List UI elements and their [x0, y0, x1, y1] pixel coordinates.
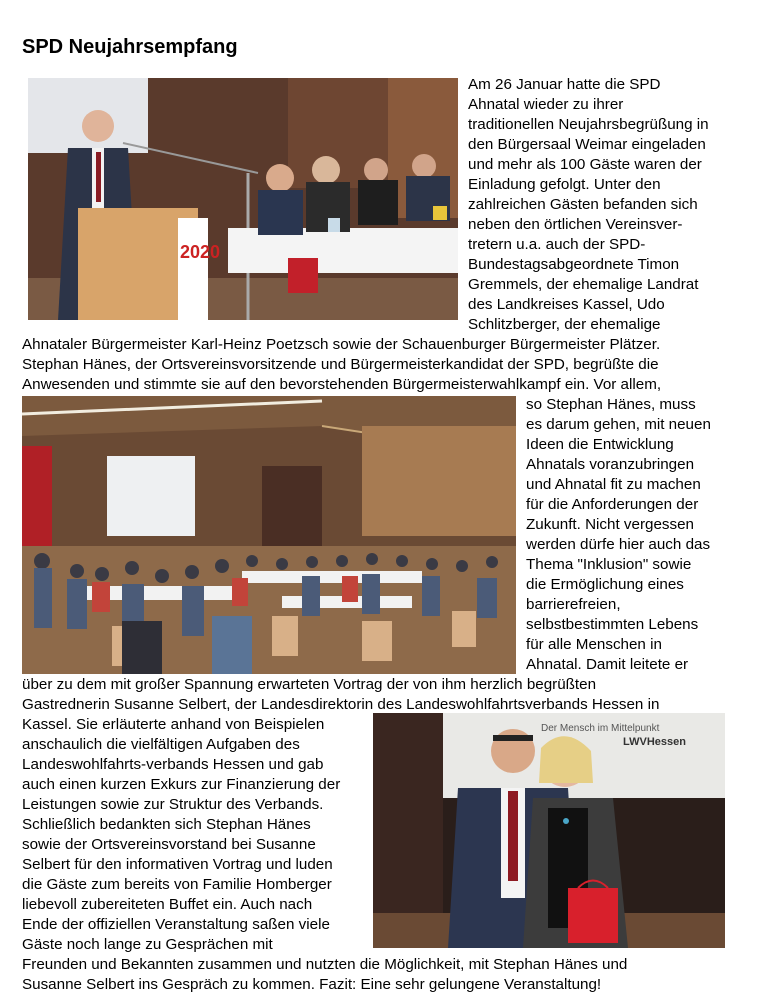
text-line: Schließlich bedankten sich Stephan Hänes — [22, 816, 311, 833]
text-line: werden dürfe hier auch das — [526, 536, 711, 553]
text-line: Landeswohlfahrts-verbands Hessen und gab — [22, 756, 324, 773]
text-line: Susanne Selbert ins Gespräch zu kommen. Fazit: Eine sehr gelungene Veranstaltung! — [22, 976, 602, 993]
text-line: Am 26 Januar hatte die SPD — [468, 76, 661, 93]
text-line: Freunden und Bekannten zusammen und nutzten die Möglichkeit, mit Stephan Hänes und — [22, 956, 628, 973]
text-line: Gremmels, der ehemalige Landrat — [468, 276, 699, 293]
text-line: Ideen die Entwicklung — [526, 436, 674, 453]
text-line: selbstbestimmten Lebens — [526, 616, 699, 633]
text-line: es darum gehen, mit neuen — [526, 416, 711, 433]
photo-speaker-podium — [28, 78, 458, 320]
text-line: Selbert für den informativen Vortrag und luden — [22, 856, 333, 873]
text-line: Gastrednerin Susanne Selbert, der Landesdirektorin des Landeswohlfahrtsverbands Hessen in — [22, 696, 660, 713]
text-line: Einladung gefolgt. Unter den — [468, 176, 661, 193]
text-line: Ahnatals voranzubringen — [526, 456, 695, 473]
text-line: zahlreichen Gästen befanden sich — [468, 196, 698, 213]
banner-brand: LWVHessen — [623, 736, 686, 748]
text-line: des Landkreises Kassel, Udo — [468, 296, 665, 313]
text-line: tretern u.a. auch der SPD- — [468, 236, 646, 253]
text-line: die Ermöglichung eines — [526, 576, 684, 593]
text-line: Thema "Inklusion" sowie — [526, 556, 692, 573]
text-line: Stephan Hänes, der Ortsvereinsvorsitzende und Bürgermeisterkandidat der SPD, begrüßte die — [22, 356, 659, 373]
text-line: auch einen kurzen Exkurs zur Finanzierung der — [22, 776, 341, 793]
photo-hall-audience — [22, 396, 516, 674]
text-line: für alle Menschen in — [526, 636, 662, 653]
text-line: und Ahnatal fit zu machen — [526, 476, 701, 493]
article-title: SPD Neujahrsempfang — [22, 36, 238, 58]
text-line: neben den örtlichen Vereinsver- — [468, 216, 683, 233]
text-line: Leistungen sowie zur Struktur des Verbands. — [22, 796, 324, 813]
text-line: Ende der offiziellen Veranstaltung saßen viele — [22, 916, 330, 933]
text-line: den Bürgersaal Weimar eingeladen — [468, 136, 706, 153]
text-line: Zukunft. Nicht vergessen — [526, 516, 694, 533]
text-line: liebevoll zubereiteten Buffet ein. Auch nach — [22, 896, 313, 913]
text-line: Ahnatal wieder zu ihrer — [468, 96, 624, 113]
text-line: Schlitzberger, der ehemalige — [468, 316, 661, 333]
text-line: Kassel. Sie erläuterte anhand von Beispielen — [22, 716, 325, 733]
text-line: für die Anforderungen der — [526, 496, 699, 513]
text-line: sowie der Ortsvereinsvorstand bei Susanne — [22, 836, 316, 853]
text-line: über zu dem mit großer Spannung erwarteten Vortrag der von ihm herzlich begrüßten — [22, 676, 597, 693]
text-line: traditionellen Neujahrsbegrüßung in — [468, 116, 709, 133]
text-line: die Gäste zum bereits von Familie Homberger — [22, 876, 332, 893]
text-line: und mehr als 100 Gäste waren der — [468, 156, 702, 173]
text-line: anschaulich die vielfältigen Aufgaben des — [22, 736, 300, 753]
text-line: so Stephan Hänes, muss — [526, 396, 696, 413]
text-line: Anwesenden und stimmte sie auf den bevorstehenden Bürgermeisterwahlkampf ein. Vor allem, — [22, 376, 662, 393]
text-line: Ahnatal. Damit leitete er — [526, 656, 689, 673]
photo-guest-speaker — [373, 713, 725, 948]
text-line: Gäste noch lange zu Gesprächen mit — [22, 936, 273, 953]
text-line: barrierefreien, — [526, 596, 621, 613]
text-line: Bundestagsabgeordnete Timon — [468, 256, 680, 273]
banner-slogan: Der Mensch im Mittelpunkt — [541, 723, 660, 734]
text-line: Ahnataler Bürgermeister Karl-Heinz Poetzsch sowie der Schauenburger Bürgermeister Plätzer. — [22, 336, 661, 353]
podium-year: 2020 — [180, 242, 221, 262]
